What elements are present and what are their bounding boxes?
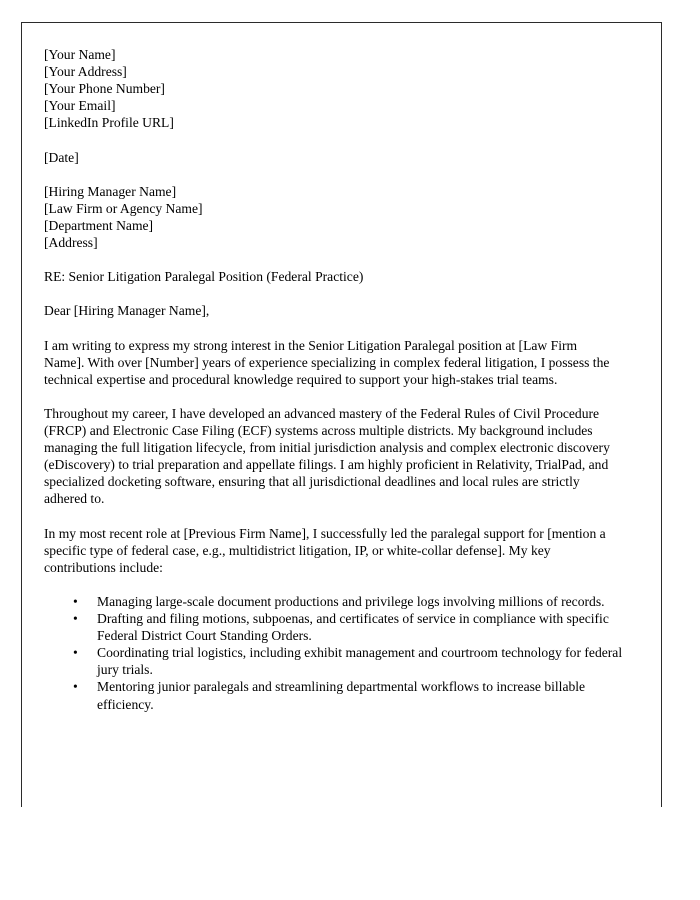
sender-name: [Your Name] <box>44 47 116 62</box>
sender-linkedin: [LinkedIn Profile URL] <box>44 115 174 131</box>
spacer-after-paragraph-2 <box>44 508 636 525</box>
subject-re-line: RE: Senior Litigation Paralegal Position (Federal Practice) <box>44 269 364 285</box>
sender-phone: [Your Phone Number] <box>44 81 165 97</box>
list-item-text: Coordinating trial logistics, including exhibit management and courtroom technology for federal jury trials. <box>97 645 623 678</box>
letter-content <box>44 46 636 713</box>
salutation-line: Dear [Hiring Manager Name], <box>44 303 210 319</box>
recipient-department: [Department Name] <box>44 217 154 233</box>
bullet-icon: • <box>73 679 78 695</box>
letter-date: [Date] <box>44 149 79 165</box>
date-block <box>44 149 636 166</box>
bullet-icon: • <box>73 645 78 661</box>
body-paragraph-2: Throughout my career, I have developed an advanced mastery of the Federal Rules of Civil Procedure (FRCP) and Electronic Case Filing (ECF) systems across multiple districts. My background includes managing the full litigation lifecycle, from initial jurisdiction analysis and complex electronic discovery (eDiscovery) to trial preparation and appellate filings. I am highly proficient in Relativity, TrialPad, and specialized docketing software, ensuring that all jurisdictional deadlines and local rules are strictly adhered to. <box>44 405 610 507</box>
spacer-after-date <box>44 166 636 183</box>
list-item-text: Mentoring junior paralegals and streamlining departmental workflows to increase billable efficiency. <box>97 679 586 712</box>
bullet-icon: • <box>73 594 78 609</box>
recipient-address: [Address] <box>44 235 98 251</box>
sender-email: [Your Email] <box>44 98 116 114</box>
spacer-after-recipient <box>44 251 636 268</box>
body-paragraph-3: In my most recent role at [Previous Firm Name], I successfully led the paralegal support for [mention a specific type of federal case, e.g., multidistrict litigation, IP, or white-collar defense]. My key contributions include: <box>44 525 606 575</box>
contributions-list <box>44 593 675 713</box>
list-item-text: Managing large-scale document productions and privilege logs involving millions of records. <box>97 594 605 609</box>
sender-address-block <box>44 46 636 131</box>
list-item <box>73 610 645 644</box>
recipient-manager-name: [Hiring Manager Name] <box>44 183 177 199</box>
list-item <box>73 593 645 610</box>
body-paragraph-1: I am writing to express my strong interest in the Senior Litigation Paralegal position at [Law Firm Name]. With over [Number] years of experience specializing in complex federal litigation, I possess the technical expertise and procedural knowledge required to support your high-stakes trial teams. <box>44 337 610 387</box>
sender-address: [Your Address] <box>44 64 127 80</box>
list-item-text: Drafting and filing motions, subpoenas, and certificates of service in compliance with specific Federal District Court Standing Orders. <box>97 611 609 644</box>
spacer-after-subject <box>44 285 636 302</box>
recipient-firm-name: [Law Firm or Agency Name] <box>44 200 203 216</box>
spacer-before-list <box>44 576 636 593</box>
list-item <box>73 644 645 678</box>
spacer-after-sender <box>44 131 636 148</box>
spacer-after-paragraph-1 <box>44 388 636 405</box>
recipient-address-block <box>44 183 636 251</box>
list-item <box>73 678 645 712</box>
spacer-after-salutation <box>44 320 636 337</box>
bullet-icon: • <box>73 611 78 627</box>
